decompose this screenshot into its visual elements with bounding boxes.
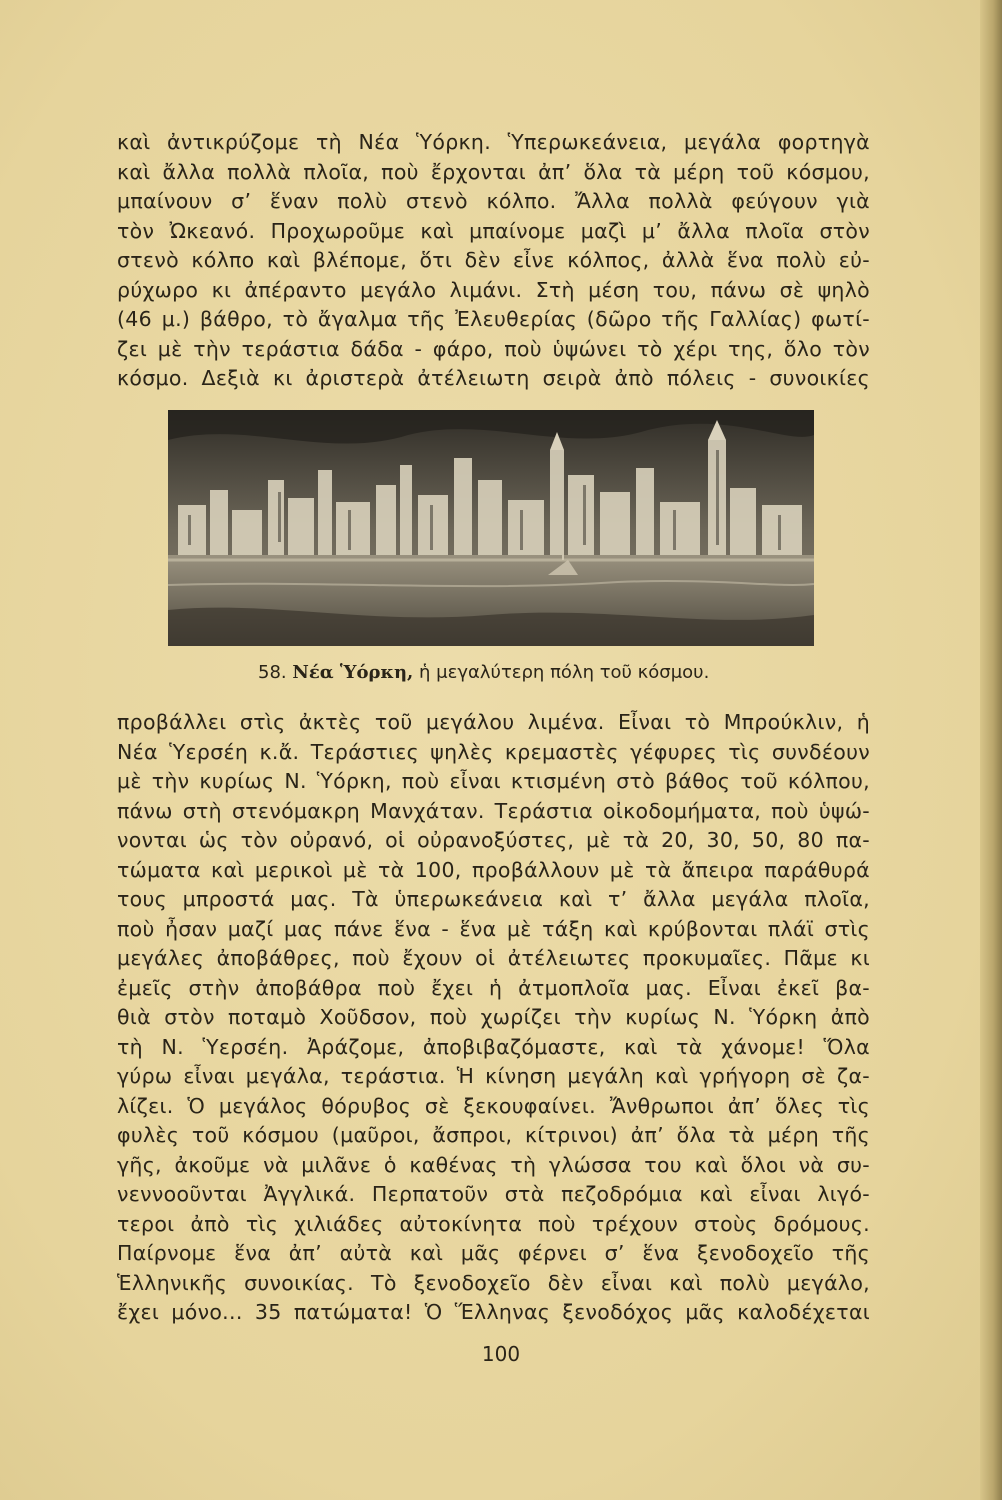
text-line: προβάλλει στὶς ἀκτὲς τοῦ μεγάλου λιμένα. Εἶναι τὸ Μπρούκλιν, ἡ bbox=[117, 710, 870, 734]
skyline-illustration bbox=[168, 410, 814, 646]
text-line: ζει μὲ τὴν τεράστια δάδα - φάρο, ποὺ ὑψώνει τὸ χέρι της, ὅλο τὸν bbox=[117, 336, 870, 361]
page-number: 100 bbox=[481, 1342, 521, 1366]
figure-caption bbox=[258, 662, 858, 684]
text-line: νονται ὡς τὸν οὐρανό, οἱ οὐρανοξύστες, μὲ τὰ 20, 30, 50, 80 πα- bbox=[117, 828, 870, 852]
text-line: καὶ ἄλλα πολλὰ πλοῖα, ποὺ ἔρχονται ἀπ’ ὅλα τὰ μέρη τοῦ κόσμου, bbox=[117, 159, 870, 184]
text-line: ρύχωρο κι ἀπέραντο μεγάλο λιμάνι. Στὴ μέση του, πάνω σὲ ψηλὸ bbox=[117, 277, 870, 302]
text-line: τεροι ἀπὸ τὶς χιλιάδες αὐτοκίνητα ποὺ τρέχουν στοὺς δρόμους. bbox=[117, 1211, 870, 1236]
paragraph-bottom bbox=[117, 708, 870, 1328]
text-line: τους μπροστά μας. Τὰ ὑπερωκεάνεια καὶ τ’ ἄλλα μεγάλα πλοῖα, bbox=[117, 887, 870, 911]
text-line: τὸν Ὠκεανό. Προχωροῦμε καὶ μπαίνομε μαζὶ μ’ ἄλλα πλοῖα στὸν bbox=[117, 218, 870, 243]
caption-title: Νέα Ὑόρκη, bbox=[292, 662, 414, 683]
paragraph-top bbox=[117, 128, 870, 394]
text-line: γῆς, ἀκοῦμε νὰ μιλᾶνε ὁ καθένας τὴ γλώσσα του καὶ ὅλοι νὰ συ- bbox=[117, 1152, 870, 1177]
text-line: θιὰ στὸν ποταμὸ Χοῦδσον, ποὺ χωρίζει τὴν κυρίως Ν. Ὑόρκη ἀπὸ bbox=[117, 1005, 870, 1029]
text-line: ποὺ ἦσαν μαζί μας πάνε ἕνα - ἕνα μὲ τάξη καὶ κρύβονται πλάϊ στὶς bbox=[117, 916, 870, 941]
text-line: κόσμο. Δεξιὰ κι ἀριστερὰ ἀτέλειωτη σειρὰ ἀπὸ πόλεις - συνοικίες bbox=[117, 366, 870, 390]
text-line: λίζει. Ὁ μεγάλος θόρυβος σὲ ξεκουφαίνει. Ἄνθρωποι ἀπ’ ὅλες τὶς bbox=[117, 1093, 870, 1118]
text-line: (46 μ.) βάθρο, τὸ ἄγαλμα τῆς Ἐλευθερίας (δῶρο τῆς Γαλλίας) φωτί- bbox=[117, 307, 870, 331]
text-line: Παίρνομε ἕνα ἀπ’ αὐτὰ καὶ μᾶς φέρνει σ’ ἕνα ξενοδοχεῖο τῆς bbox=[117, 1241, 870, 1265]
text-line: Ἑλληνικῆς συνοικίας. Τὸ ξενοδοχεῖο δὲν εἶναι καὶ πολὺ μεγάλο, bbox=[117, 1270, 870, 1295]
text-line: ἐμεῖς στὴν ἀποβάθρα ποὺ ἔχει ἡ ἀτμοπλοῖα μας. Εἶναι ἐκεῖ βα- bbox=[117, 975, 870, 1000]
page-binding-edge bbox=[980, 0, 1002, 1500]
text-line: γύρω εἶναι μεγάλα, τεράστια. Ἡ κίνηση μεγάλη καὶ γρήγορη σὲ ζα- bbox=[117, 1064, 870, 1088]
caption-text: ἡ μεγαλύτερη πόλη τοῦ κόσμου. bbox=[419, 662, 710, 683]
caption-number: 58. bbox=[258, 662, 287, 683]
text-line: τὴ Ν. Ὑερσέη. Ἀράζομε, ἀποβιβαζόμαστε, καὶ τὰ χάνομε! Ὅλα bbox=[117, 1034, 870, 1059]
text-line: Νέα Ὑερσέη κ.ἄ. Τεράστιες ψηλὲς κρεμαστὲς γέφυρες τὶς συνδέουν bbox=[117, 739, 870, 764]
new-york-skyline-photo bbox=[168, 410, 814, 646]
text-line: καὶ ἀντικρύζομε τὴ Νέα Ὑόρκη. Ὑπερωκεάνεια, μεγάλα φορτηγὰ bbox=[117, 130, 870, 154]
text-line: φυλὲς τοῦ κόσμου (μαῦροι, ἄσπροι, κίτρινοι) ἀπ’ ὅλα τὰ μέρη τῆς bbox=[117, 1123, 870, 1147]
text-line: τώματα καὶ μερικοὶ μὲ τὰ 100, προβάλλουν μὲ τὰ ἄπειρα παράθυρά bbox=[117, 857, 870, 882]
text-line: μεγάλες ἀποβάθρες, ποὺ ἔχουν οἱ ἀτέλειωτες προκυμαῖες. Πᾶμε κι bbox=[117, 946, 870, 970]
text-line: πάνω στὴ στενόμακρη Μανχάταν. Τεράστια οἰκοδομήματα, ποὺ ὑψώ- bbox=[117, 798, 870, 823]
text-line: νεννοοῦνται Ἀγγλικά. Περπατοῦν στὰ πεζοδρόμια καὶ εἶναι λιγό- bbox=[117, 1182, 870, 1206]
text-line: μπαίνουν σ’ ἕναν πολὺ στενὸ κόλπο. Ἄλλα πολλὰ φεύγουν γιὰ bbox=[117, 189, 870, 213]
text-line: στενὸ κόλπο καὶ βλέπομε, ὅτι δὲν εἶνε κόλπος, ἀλλὰ ἕνα πολὺ εὐ- bbox=[117, 248, 870, 272]
text-line: μὲ τὴν κυρίως Ν. Ὑόρκη, ποὺ εἶναι κτισμένη στὸ βάθος τοῦ κόλπου, bbox=[117, 769, 870, 793]
text-line: ἔχει μόνο... 35 πατώματα! Ὁ Ἕλληνας ξενοδόχος μᾶς καλοδέχεται bbox=[117, 1300, 870, 1324]
